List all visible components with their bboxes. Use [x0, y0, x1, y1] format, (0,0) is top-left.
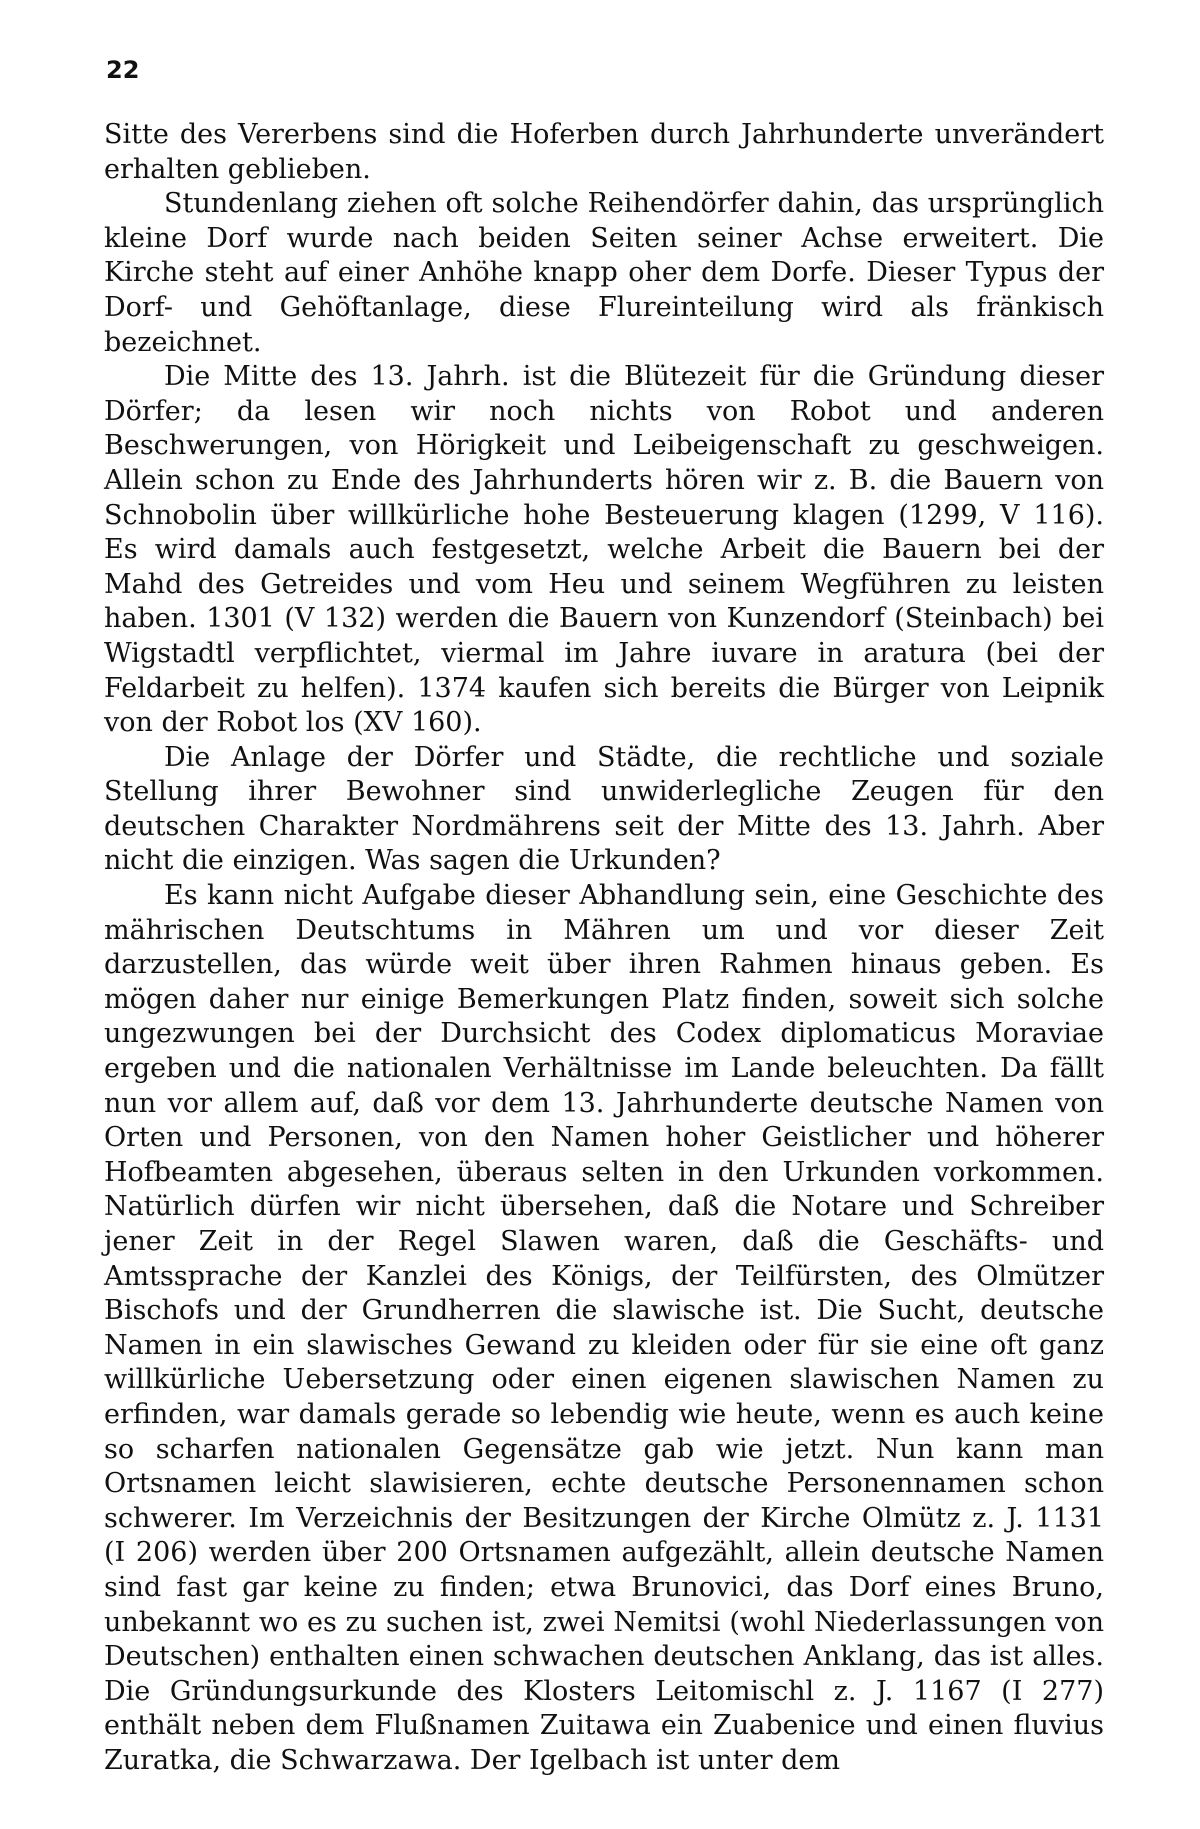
paragraph: Sitte des Vererbens sind die Hoferben durch Jahrhunderte unverändert erhalten geblieben.	[104, 119, 1104, 185]
paragraph: Die Anlage der Dörfer und Städte, die rechtliche und soziale Stellung ihrer Bewohner sind unwiderlegliche Zeugen für den deutschen Charakter Nordmährens seit der Mitte des 13. Jahrh. Aber nicht die einzigen. Was sagen die Urkunden?	[104, 741, 1104, 877]
page-number: 22	[106, 56, 140, 84]
paragraph: Stundenlang ziehen oft solche Reihendörfer dahin, das ursprünglich kleine Dorf wurde nach beiden Seiten seiner Achse erweitert. Die Kirche steht auf einer Anhöhe knapp oher dem Dorfe. Dieser Typus der Dorf- und Gehöftanlage, diese Flureinteilung wird als fränkisch bezeichnet.	[104, 188, 1104, 358]
paragraph: Es kann nicht Aufgabe dieser Abhandlung sein, eine Geschichte des mährischen Deutschtums in Mähren um und vor dieser Zeit darzustellen, das würde weit über ihren Rahmen hinaus geben. Es mögen daher nur einige Bemerkungen Platz finden, soweit sich solche ungezwungen bei der Durchsicht des Codex diplomaticus Moraviae ergeben und die nationalen Verhältnisse im Lande beleuchten. Da fällt nun vor allem auf, daß vor dem 13. Jahrhunderte deutsche Namen von Orten und Personen, von den Namen hoher Geistlicher und höherer Hofbeamten abgesehen, überaus selten in den Urkunden vorkommen. Natürlich dürfen wir nicht übersehen, daß die Notare und Schreiber jener Zeit in der Regel Slawen waren, daß die Geschäfts- und Amtssprache der Kanzlei des Königs, der Teilfürsten, des Olmützer Bischofs und der Grundherren die slawische ist. Die Sucht, deutsche Namen in ein slawisches Gewand zu kleiden oder für sie eine oft ganz willkürliche Uebersetzung oder einen eigenen slawischen Namen zu erfinden, war damals gerade so lebendig wie heute, wenn es auch keine so scharfen nationalen Gegensätze gab wie jetzt. Nun kann man Ortsnamen leicht slawisieren, echte deutsche Personennamen schon schwerer. Im Verzeichnis der Besitzungen der Kirche Olmütz z. J. 1131 (I 206) werden über 200 Ortsnamen aufgezählt, allein deutsche Namen sind fast gar keine zu finden; etwa Brunovici, das Dorf eines Bruno, unbekannt wo es zu suchen ist, zwei Nemitsi (wohl Niederlassungen von Deutschen) enthalten einen schwachen deutschen Anklang, das ist alles. Die Gründungsurkunde des Klosters Leitomischl z. J. 1167 (I 277) enthält neben dem Flußnamen Zuitawa ein Zuabenice und einen fluvius Zuratka, die Schwarzawa. Der Igelbach ist unter dem	[104, 880, 1104, 1776]
paragraph: Die Mitte des 13. Jahrh. ist die Blütezeit für die Gründung dieser Dörfer; da lesen wir noch nichts von Robot und anderen Beschwerungen, von Hörigkeit und Leibeigenschaft zu geschweigen. Allein schon zu Ende des Jahrhunderts hören wir z. B. die Bauern von Schnobolin über willkürliche hohe Besteuerung klagen (1299, V 116). Es wird damals auch festgesetzt, welche Arbeit die Bauern bei der Mahd des Getreides und vom Heu und seinem Wegführen zu leisten haben. 1301 (V 132) werden die Bauern von Kunzendorf (Steinbach) bei Wigstadtl verpflichtet, viermal im Jahre iuvare in aratura (bei der Feldarbeit zu helfen). 1374 kaufen sich bereits die Bürger von Leipnik von der Robot los (XV 160).	[104, 361, 1104, 739]
body-text	[104, 118, 1104, 1779]
